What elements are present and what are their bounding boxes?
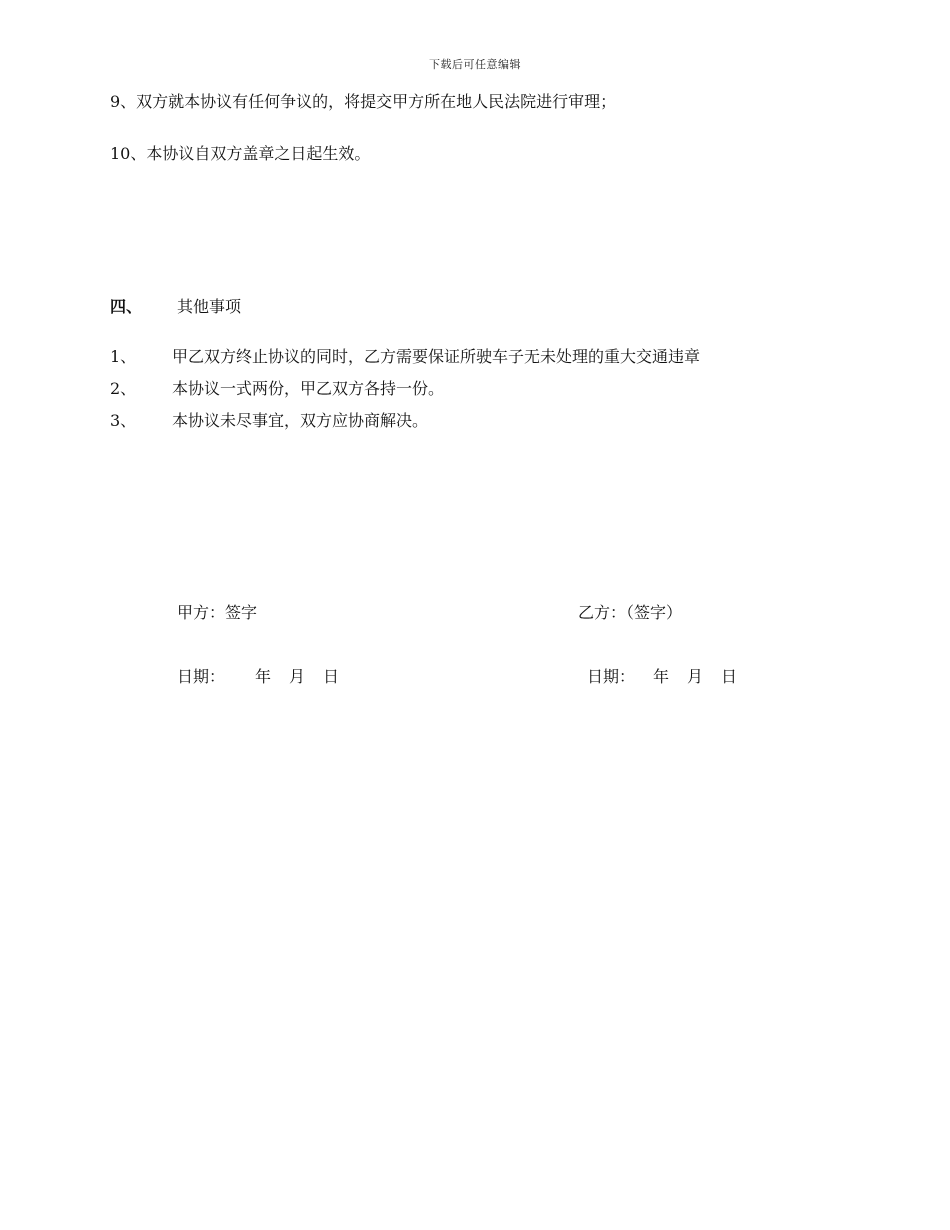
- header-note: 下载后可任意编辑: [429, 58, 521, 71]
- section-4-items: [110, 347, 700, 443]
- month-label: 月: [687, 667, 704, 686]
- party-a-date: [177, 667, 339, 687]
- item-number: 3、: [110, 411, 137, 430]
- clause-10: 10、本协议自双方盖章之日起生效。: [110, 144, 371, 163]
- list-item: [110, 411, 700, 443]
- party-b-signature-label: 乙方：（签字）: [578, 603, 683, 622]
- party-a-signature-label: 甲方：签字: [177, 603, 258, 622]
- clause-9: 9、双方就本协议有任何争议的，将提交甲方所在地人民法院进行审理；: [110, 92, 617, 111]
- list-item: [110, 379, 700, 411]
- section-4-heading: [110, 297, 241, 317]
- section-4-title: 其他事项: [177, 297, 242, 316]
- month-label: 月: [289, 667, 306, 686]
- day-label: 日: [323, 667, 340, 686]
- list-item: [110, 347, 700, 379]
- item-text: 本协议未尽事宜，双方应协商解决。: [172, 411, 429, 430]
- item-number: 1、: [110, 347, 137, 366]
- item-number: 2、: [110, 379, 137, 398]
- year-label: 年: [255, 667, 272, 686]
- day-label: 日: [721, 667, 738, 686]
- date-label: 日期：: [587, 667, 636, 686]
- item-text: 本协议一式两份，甲乙双方各持一份。: [172, 379, 445, 398]
- date-label: 日期：: [177, 667, 226, 686]
- section-4-number: 四、: [110, 297, 143, 316]
- item-text: 甲乙双方终止协议的同时，乙方需要保证所驶车子无未处理的重大交通违章: [172, 347, 701, 366]
- party-b-date: [587, 667, 737, 687]
- year-label: 年: [653, 667, 670, 686]
